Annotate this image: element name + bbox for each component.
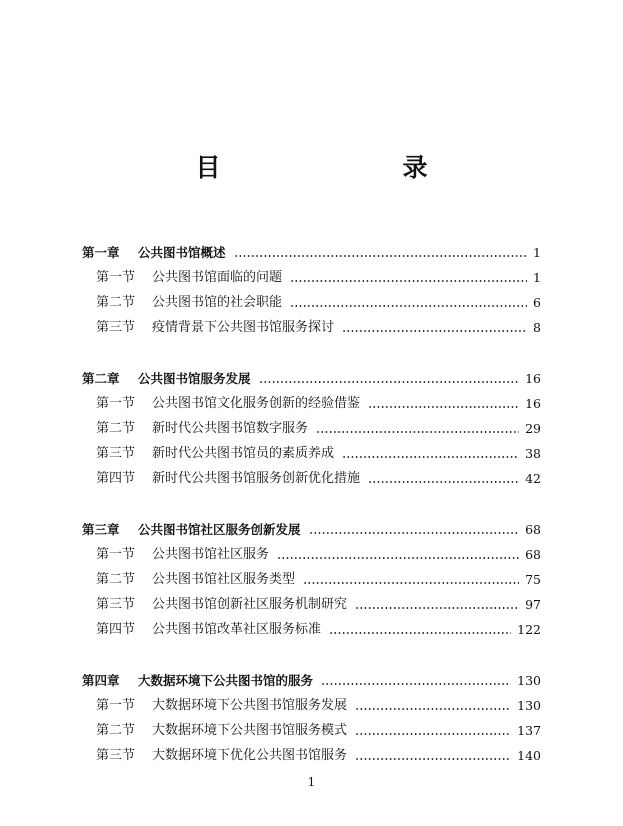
chapter-1 — [82, 236, 541, 336]
section-title: 公共图书馆改革社区服务标准 — [152, 622, 322, 637]
section-label: 第三节 — [96, 748, 136, 763]
chapter-label: 第四章 — [82, 673, 120, 688]
section-label: 第三节 — [96, 320, 136, 335]
toc-section-row[interactable] — [82, 538, 541, 563]
chapter-title: 大数据环境下公共图书馆的服务 — [138, 673, 314, 688]
chapter-title: 公共图书馆概述 — [138, 245, 226, 260]
footer-page-number: 1 — [307, 775, 316, 789]
dot-leader — [368, 481, 519, 483]
chapter-title: 公共图书馆社区服务创新发展 — [138, 522, 301, 537]
dot-leader — [259, 381, 520, 383]
page-number: 16 — [525, 396, 541, 411]
toc-chapter-row[interactable] — [82, 664, 541, 689]
section-label: 第一节 — [96, 698, 136, 713]
toc-section-row[interactable] — [82, 563, 541, 588]
page-number: 122 — [517, 622, 541, 637]
section-title: 大数据环境下优化公共图书馆服务 — [152, 748, 348, 763]
section-title: 大数据环境下公共图书馆服务模式 — [152, 723, 348, 738]
toc-chapter-row[interactable] — [82, 513, 541, 538]
section-label: 第二节 — [96, 723, 136, 738]
page-number: 68 — [525, 547, 541, 562]
page-number: 38 — [525, 446, 541, 461]
section-label: 第一节 — [96, 270, 136, 285]
section-title: 公共图书馆社区服务 — [152, 547, 270, 562]
toc-section-row[interactable] — [82, 286, 541, 311]
chapter-label: 第三章 — [82, 522, 120, 537]
section-title: 疫情背景下公共图书馆服务探讨 — [152, 320, 335, 335]
dot-leader — [290, 305, 527, 307]
table-of-contents — [82, 236, 541, 790]
dot-leader — [309, 532, 520, 534]
section-title: 新时代公共图书馆服务创新优化措施 — [152, 471, 361, 486]
chapter-title: 公共图书馆服务发展 — [138, 371, 251, 386]
page-number: 75 — [525, 572, 541, 587]
chapter-label: 第一章 — [82, 245, 120, 260]
section-label: 第二节 — [96, 421, 136, 436]
toc-chapter-row[interactable] — [82, 362, 541, 387]
toc-section-row[interactable] — [82, 739, 541, 764]
chapter-label: 第二章 — [82, 371, 120, 386]
dot-leader — [342, 330, 527, 332]
dot-leader — [355, 708, 511, 710]
section-label: 第二节 — [96, 572, 136, 587]
toc-section-row[interactable] — [82, 437, 541, 462]
page-title: 目 录 — [195, 153, 472, 182]
page-number: 1 — [533, 270, 541, 285]
section-label: 第一节 — [96, 396, 136, 411]
page-number: 137 — [517, 723, 541, 738]
toc-section-row[interactable] — [82, 613, 541, 638]
dot-leader — [355, 733, 511, 735]
dot-leader — [321, 683, 511, 685]
section-title: 公共图书馆面临的问题 — [152, 270, 283, 285]
chapter-4 — [82, 664, 541, 764]
page-number: 42 — [525, 471, 541, 486]
dot-leader — [303, 582, 519, 584]
section-title: 公共图书馆文化服务创新的经验借鉴 — [152, 396, 361, 411]
page-number: 97 — [525, 597, 541, 612]
toc-section-row[interactable] — [82, 462, 541, 487]
dot-leader — [277, 557, 519, 559]
section-label: 第三节 — [96, 597, 136, 612]
toc-section-row[interactable] — [82, 588, 541, 613]
dot-leader — [316, 431, 519, 433]
page-number: 1 — [533, 245, 541, 260]
page-number: 130 — [517, 673, 541, 688]
section-title: 大数据环境下公共图书馆服务发展 — [152, 698, 348, 713]
toc-section-row[interactable] — [82, 714, 541, 739]
dot-leader — [234, 255, 528, 257]
page-number: 68 — [525, 522, 541, 537]
toc-section-row[interactable] — [82, 689, 541, 714]
section-label: 第四节 — [96, 622, 136, 637]
page-number: 140 — [517, 748, 541, 763]
page-number: 16 — [525, 371, 541, 386]
page-number: 29 — [525, 421, 541, 436]
section-title: 新时代公共图书馆员的素质养成 — [152, 446, 335, 461]
toc-chapter-row[interactable] — [82, 236, 541, 261]
page-number: 8 — [533, 320, 541, 335]
section-label: 第四节 — [96, 471, 136, 486]
dot-leader — [290, 280, 527, 282]
section-label: 第一节 — [96, 547, 136, 562]
toc-section-row[interactable] — [82, 261, 541, 286]
toc-section-row[interactable] — [82, 311, 541, 336]
dot-leader — [355, 607, 519, 609]
page-number: 6 — [533, 295, 541, 310]
section-label: 第二节 — [96, 295, 136, 310]
section-title: 新时代公共图书馆数字服务 — [152, 421, 309, 436]
section-label: 第三节 — [96, 446, 136, 461]
dot-leader — [368, 406, 519, 408]
chapter-2 — [82, 362, 541, 487]
section-title: 公共图书馆的社会职能 — [152, 295, 283, 310]
dot-leader — [342, 456, 519, 458]
page-number: 130 — [517, 698, 541, 713]
section-title: 公共图书馆创新社区服务机制研究 — [152, 597, 348, 612]
section-title: 公共图书馆社区服务类型 — [152, 572, 296, 587]
chapter-3 — [82, 513, 541, 638]
toc-section-row[interactable] — [82, 387, 541, 412]
toc-section-row[interactable] — [82, 412, 541, 437]
dot-leader — [355, 758, 511, 760]
dot-leader — [329, 632, 511, 634]
